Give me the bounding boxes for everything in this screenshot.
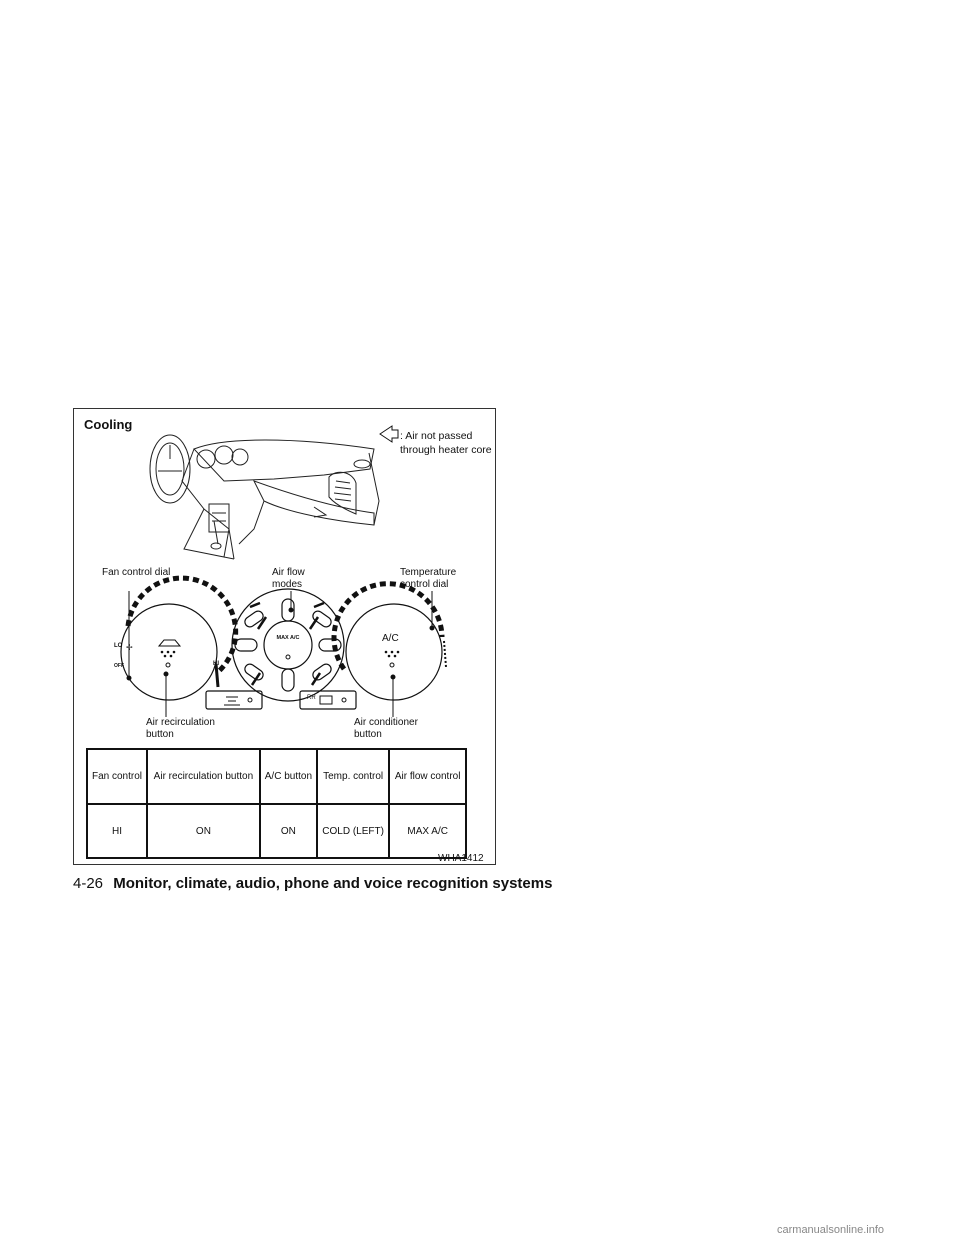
section-title: Monitor, climate, audio, phone and voice recognition systems [113, 875, 553, 892]
callout-leaders [127, 591, 434, 717]
air-flow-modes-callout: Air flow modes [272, 567, 305, 590]
cooling-figure [73, 408, 496, 865]
table-cell: ON [147, 804, 260, 858]
table-cell: ON [260, 804, 317, 858]
table-row [87, 804, 466, 858]
fan-control-dial-callout: Fan control dial [102, 567, 171, 578]
table-header-cell: Air flow control [389, 749, 466, 804]
fan-icon: ✢ [126, 643, 133, 652]
air-flow-mode-dial [232, 589, 344, 701]
air-conditioner-button-callout: Air conditioner button [354, 717, 418, 740]
legend-arrow-icon [380, 426, 398, 442]
figure-title: Cooling [84, 417, 133, 432]
table-header-cell: Temp. control [317, 749, 389, 804]
page-footer [73, 875, 552, 892]
figure-code: WHA1412 [438, 853, 484, 864]
table-header-cell: A/C button [260, 749, 317, 804]
page-number: 4-26 [73, 875, 104, 892]
fan-lo-label: LO [114, 643, 123, 649]
table-header-cell: Fan control [87, 749, 147, 804]
ac-label: A/C [382, 633, 399, 644]
dashboard-drawing [150, 435, 379, 559]
table-cell: HI [87, 804, 147, 858]
max-ac-label: MAX A/C [276, 635, 300, 641]
fan-control-dial [121, 578, 236, 700]
table-header-cell: Air recirculation button [147, 749, 260, 804]
table-cell: COLD (LEFT) [317, 804, 389, 858]
table-cell: MAX A/C [389, 804, 466, 858]
watermark: carmanualsonline.info [777, 1224, 885, 1236]
cooling-settings-table [86, 748, 467, 859]
fan-hi-label: HI [213, 661, 219, 667]
temperature-control-dial-callout: Temperature control dial [400, 567, 457, 590]
rear-defroster-label: RR [307, 695, 316, 701]
air-recirculation-button-callout: Air recirculation button [146, 717, 215, 740]
table-header-row [87, 749, 466, 804]
legend-text: : Air not passed through heater core [400, 430, 492, 456]
fan-off-label: OFF [114, 663, 124, 669]
